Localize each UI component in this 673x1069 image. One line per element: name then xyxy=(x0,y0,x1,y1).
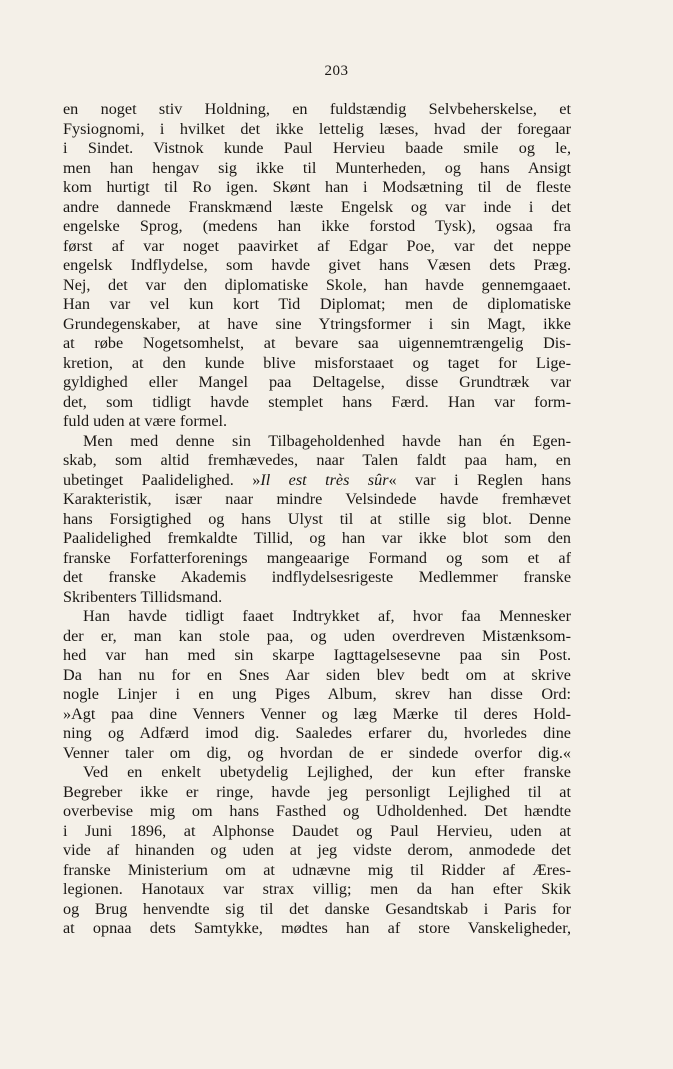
text-line: engelske Sprog, (medens han ikke forstod Tysk), ogsaa fra xyxy=(63,217,571,235)
text-line: og Brug henvendte sig til det danske Gesandtskab i Paris for xyxy=(63,899,571,918)
text-line: Nej, det var den diplomatiske Skole, han havde gennemgaaet. xyxy=(63,275,571,294)
text-line: men han hengav sig ikke til Munterheden, og hans Ansigt xyxy=(63,158,571,177)
text-line: franske Ministerium om at udnævne mig til Ridder af Æres- xyxy=(63,860,571,879)
text-line: andre dannede Franskmænd læste Engelsk og var inde i det xyxy=(63,197,571,216)
text-line: ubetinget Paalidelighed. »Il est très sûr« var i Reglen hans xyxy=(63,470,572,489)
text-line: overbevise mig om hans Fasthed og Udholdenhed. Det hændte xyxy=(63,802,571,820)
text-line: en noget stiv Holdning, en fuldstændig Selvbeherskelse, et xyxy=(63,100,571,118)
text-line: Grundegenskaber, at have sine Ytringsformer i sin Magt, ikke xyxy=(63,314,571,333)
text-line: Skribenters Tillidsmand. xyxy=(63,587,223,606)
text-line: der er, man kan stole paa, og uden overdreven Mistænksom- xyxy=(63,626,571,645)
text-line: nogle Linjer i en ung Piges Album, skrev han disse Ord: xyxy=(63,685,571,703)
text-line: hans Forsigtighed og hans Ulyst til at stille sig blot. Denne xyxy=(63,509,571,528)
text-line: i Juni 1896, at Alphonse Daudet og Paul Hervieu, uden at xyxy=(63,821,571,840)
french-quote: Il est très sûr xyxy=(260,470,389,489)
text-line: det, som tidligt havde stemplet hans Færd. Han var form- xyxy=(63,392,571,411)
text-line: kom hurtigt til Ro igen. Skønt han i Modsætning til de fleste xyxy=(63,178,571,196)
text-line: det franske Akademis indflydelsesrigeste Medlemmer franske xyxy=(63,568,571,586)
text-line: Da han nu for en Snes Aar siden blev bedt om at skrive xyxy=(63,665,571,684)
text-line: i Sindet. Vistnok kunde Paul Hervieu baade smile og le, xyxy=(63,139,571,157)
text-line: legionen. Hanotaux var strax villig; men da han efter Skik xyxy=(63,880,571,898)
text-line: engelsk Indflydelse, som havde givet hans Væsen dets Præg. xyxy=(63,256,571,274)
body-text xyxy=(63,100,571,939)
text-line: Fysiognomi, i hvilket det ikke lettelig læses, hvad der foregaar xyxy=(63,119,571,138)
text-line: vide af hinanden og uden at jeg vidste derom, anmodede det xyxy=(63,841,571,859)
text-line: at opnaa dets Samtykke, mødtes han af store Vanskeligheder, xyxy=(63,919,571,937)
text-line: Han havde tidligt faaet Indtrykket af, hvor faa Mennesker xyxy=(83,607,571,625)
text-line: Venner taler om dig, og hvordan de er sindede overfor dig.« xyxy=(63,743,571,762)
text-line: først af var noget paavirket af Edgar Poe, var det neppe xyxy=(63,236,571,255)
text-line: at røbe Nogetsomhelst, at bevare saa uigennemtrængelig Dis- xyxy=(63,334,571,352)
text-line: »Agt paa dine Venners Venner og læg Mærke til deres Hold- xyxy=(63,704,571,723)
page-number: 203 xyxy=(324,63,349,79)
text-line: Ved en enkelt ubetydelig Lejlighed, der kun efter franske xyxy=(83,763,571,781)
text-line: kretion, at den kunde blive misforstaaet og taget for Lige- xyxy=(63,353,571,372)
text-line: Karakteristik, især naar mindre Velsindede havde fremhævet xyxy=(63,490,571,508)
text-line: hed var han med sin skarpe Iagttagelsesevne paa sin Post. xyxy=(63,646,571,664)
text-line: fuld uden at være formel. xyxy=(63,412,228,430)
text-line: Men med denne sin Tilbageholdenhed havde han én Egen- xyxy=(83,431,571,450)
text-line: Begreber ikke er ringe, havde jeg personligt Lejlighed til at xyxy=(63,782,571,801)
text-line: Han var vel kun kort Tid Diplomat; men de diplomatiske xyxy=(63,295,571,313)
text-line: ning og Adfærd imod dig. Saaledes erfarer du, hvorledes dine xyxy=(63,724,571,742)
text-line: skab, som altid fremhævedes, naar Talen faldt paa ham, en xyxy=(63,451,571,469)
text-line: franske Forfatterforenings mangeaarige Formand og som et af xyxy=(63,548,571,567)
text-line: gyldighed eller Mangel paa Deltagelse, disse Grundtræk var xyxy=(63,373,571,391)
text-line: Paalidelighed fremkaldte Tillid, og han var ikke blot som den xyxy=(63,529,571,547)
